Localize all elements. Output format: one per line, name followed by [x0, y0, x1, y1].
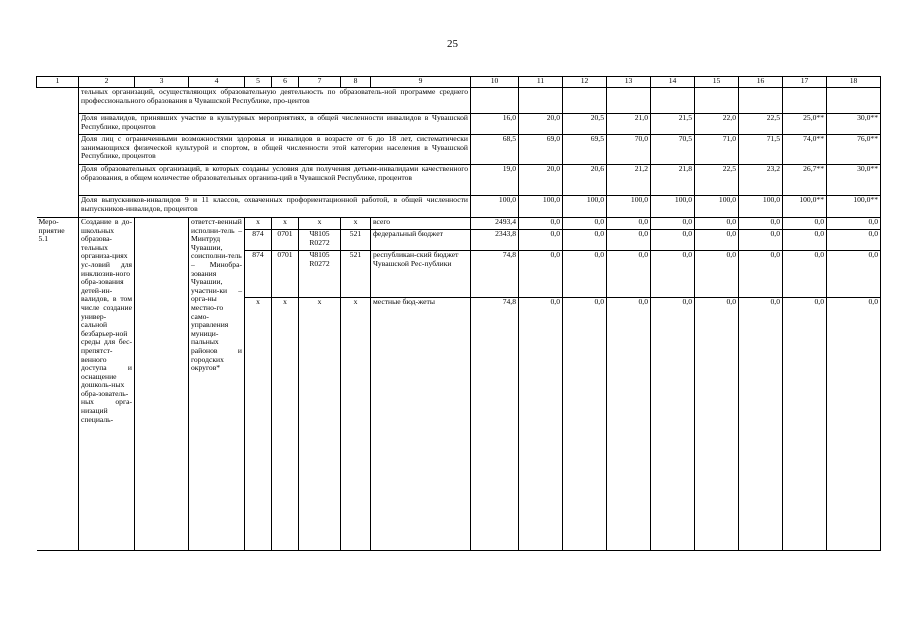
indicator-text: Доля лиц с ограниченными возможностями здоровья и инвалидов в возрасте от 6 до 18 лет, систематически занимающихся физической культурой и спортом, в общей численности этой категории населения в Чувашской Республике, процентов — [79, 135, 471, 165]
indicator-value: 22,5 — [695, 165, 739, 196]
indicator-value: 100,0 — [695, 196, 739, 218]
amount-cell: 0,0 — [783, 230, 827, 251]
indicator-value: 21,5 — [651, 114, 695, 135]
program-table — [36, 76, 881, 551]
header-cell: 11 — [519, 77, 563, 88]
header-cell: 4 — [189, 77, 245, 88]
indicator-value — [607, 88, 651, 114]
code-cell: х — [272, 298, 299, 551]
code-cell: Ч8105 R0272 — [299, 230, 341, 251]
indicator-value: 100,0** — [827, 196, 881, 218]
indicator-row — [37, 196, 881, 218]
indicator-value — [651, 88, 695, 114]
header-cell: 7 — [299, 77, 341, 88]
measure-executor: ответст-венный исполни-тель – Минтруд Чувашии, соисполни-тель – Минобра-зования Чувашии, участни-ки – орга-ны местно-го само-управления муници-пальных районов и городских округов* — [189, 218, 245, 551]
amount-cell: 0,0 — [651, 218, 695, 230]
measure-label: Меро-приятие 5.1 — [37, 218, 79, 551]
code-cell: х — [299, 218, 341, 230]
amount-cell: 0,0 — [783, 218, 827, 230]
indicator-value — [563, 88, 607, 114]
indicator-value: 74,0** — [783, 135, 827, 165]
indicator-value: 100,0 — [739, 196, 783, 218]
indicator-value: 100,0 — [471, 196, 519, 218]
header-cell: 6 — [272, 77, 299, 88]
header-cell: 2 — [79, 77, 135, 88]
header-cell: 8 — [341, 77, 371, 88]
amount-cell: 2343,8 — [471, 230, 519, 251]
amount-cell: 0,0 — [563, 218, 607, 230]
indicator-value: 21,2 — [607, 165, 651, 196]
code-cell: 521 — [341, 230, 371, 251]
amount-cell: 0,0 — [827, 230, 881, 251]
code-cell: х — [272, 218, 299, 230]
indicator-value: 20,5 — [563, 114, 607, 135]
header-cell: 10 — [471, 77, 519, 88]
amount-cell: 0,0 — [563, 230, 607, 251]
amount-cell: 0,0 — [651, 230, 695, 251]
amount-cell: 0,0 — [827, 298, 881, 551]
indicator-value: 100,0 — [607, 196, 651, 218]
source-cell: местные бюд-жеты — [371, 298, 471, 551]
amount-cell: 2493,4 — [471, 218, 519, 230]
indicator-value: 100,0 — [651, 196, 695, 218]
indicator-value — [471, 88, 519, 114]
indicator-value — [783, 88, 827, 114]
source-cell: республикан-ский бюджет Чувашской Рес-публики — [371, 251, 471, 298]
indicator-value: 20,6 — [563, 165, 607, 196]
indicator-value: 25,0** — [783, 114, 827, 135]
source-cell: федеральный бюджет — [371, 230, 471, 251]
header-cell: 1 — [37, 77, 79, 88]
indicator-value: 69,5 — [563, 135, 607, 165]
indicator-value: 21,8 — [651, 165, 695, 196]
code-cell: 521 — [341, 251, 371, 298]
measure-col3 — [135, 218, 189, 551]
indicator-text: Доля образовательных организаций, в которых созданы условия для получения детьми-инвалидами качественного образования, в общем количестве образовательных организа-ций в Чувашской Республике, процентов — [79, 165, 471, 196]
indicator-row — [37, 165, 881, 196]
code-cell: 874 — [245, 230, 272, 251]
financing-row — [37, 218, 881, 230]
indicator-value: 100,0** — [783, 196, 827, 218]
indicator-row — [37, 88, 881, 114]
header-cell: 3 — [135, 77, 189, 88]
amount-cell: 0,0 — [695, 230, 739, 251]
header-row — [37, 77, 881, 88]
indicator-value: 30,0** — [827, 114, 881, 135]
amount-cell: 0,0 — [563, 298, 607, 551]
code-cell: Ч8105 R0272 — [299, 251, 341, 298]
header-cell: 16 — [739, 77, 783, 88]
amount-cell: 0,0 — [607, 251, 651, 298]
header-cell: 15 — [695, 77, 739, 88]
amount-cell: 0,0 — [739, 251, 783, 298]
source-cell: всего — [371, 218, 471, 230]
amount-cell: 0,0 — [607, 230, 651, 251]
indicator-value: 100,0 — [563, 196, 607, 218]
code-cell: 874 — [245, 251, 272, 298]
code-cell: 0701 — [272, 251, 299, 298]
amount-cell: 0,0 — [519, 298, 563, 551]
indicator-value: 76,0** — [827, 135, 881, 165]
amount-cell: 0,0 — [695, 298, 739, 551]
indicator-value — [739, 88, 783, 114]
indicator-text: Доля выпускников-инвалидов 9 и 11 классов, охваченных профориентационной работой, в общей численности выпускников-инвалидов, процентов — [79, 196, 471, 218]
indicator-value: 26,7** — [783, 165, 827, 196]
amount-cell: 0,0 — [607, 218, 651, 230]
measure-name: Создание в до-школьных образова-тельных организа-циях ус-ловий для инклюзив-ного обра-зования детей-ин-валидов, в том числе создание универ-сальной безбарьер-ной среды для бес-препятст-венного доступа и оснащение дошколь-ных обра-зователь-ных орга-низаций специаль- — [79, 218, 135, 551]
amount-cell: 0,0 — [607, 298, 651, 551]
indicator-value: 19,0 — [471, 165, 519, 196]
code-cell: х — [245, 218, 272, 230]
indicator-value — [519, 88, 563, 114]
indicator-value: 21,0 — [607, 114, 651, 135]
indicator-text: тельных организаций, осуществляющих образовательную деятельность по образователь-ной программе среднего профессионального образования в Чувашской Республике, про-центов — [79, 88, 471, 114]
indicator-value: 69,0 — [519, 135, 563, 165]
amount-cell: 0,0 — [651, 298, 695, 551]
amount-cell: 0,0 — [563, 251, 607, 298]
amount-cell: 0,0 — [519, 230, 563, 251]
header-cell: 18 — [827, 77, 881, 88]
code-cell: х — [341, 218, 371, 230]
indicator-row — [37, 135, 881, 165]
amount-cell: 0,0 — [783, 298, 827, 551]
header-cell: 13 — [607, 77, 651, 88]
header-cell: 12 — [563, 77, 607, 88]
amount-cell: 0,0 — [827, 251, 881, 298]
indicator-value: 16,0 — [471, 114, 519, 135]
amount-cell: 0,0 — [783, 251, 827, 298]
header-cell: 17 — [783, 77, 827, 88]
code-cell: х — [299, 298, 341, 551]
header-cell: 5 — [245, 77, 272, 88]
indicator-value: 68,5 — [471, 135, 519, 165]
indicator-value: 22,0 — [695, 114, 739, 135]
indicator-value: 70,5 — [651, 135, 695, 165]
indicator-row — [37, 114, 881, 135]
amount-cell: 0,0 — [519, 218, 563, 230]
code-cell: х — [245, 298, 272, 551]
indicator-value: 71,0 — [695, 135, 739, 165]
indicator-value — [827, 88, 881, 114]
header-cell: 14 — [651, 77, 695, 88]
indicator-value: 23,2 — [739, 165, 783, 196]
header-cell: 9 — [371, 77, 471, 88]
amount-cell: 74,8 — [471, 298, 519, 551]
amount-cell: 0,0 — [739, 230, 783, 251]
indicator-value: 30,0** — [827, 165, 881, 196]
indicator-value: 22,5 — [739, 114, 783, 135]
indicator-value: 20,0 — [519, 165, 563, 196]
amount-cell: 0,0 — [695, 218, 739, 230]
amount-cell: 0,0 — [739, 218, 783, 230]
indicator-value: 20,0 — [519, 114, 563, 135]
amount-cell: 0,0 — [695, 251, 739, 298]
indicator-value: 100,0 — [519, 196, 563, 218]
amount-cell: 0,0 — [651, 251, 695, 298]
indicator-text: Доля инвалидов, принявших участие в культурных мероприятиях, в общей численности инвалидов в Чувашской Республике, процентов — [79, 114, 471, 135]
page-number: 25 — [447, 38, 458, 50]
code-cell: х — [341, 298, 371, 551]
amount-cell: 74,8 — [471, 251, 519, 298]
code-cell: 0701 — [272, 230, 299, 251]
amount-cell: 0,0 — [519, 251, 563, 298]
indicator-value: 70,0 — [607, 135, 651, 165]
amount-cell: 0,0 — [739, 298, 783, 551]
amount-cell: 0,0 — [827, 218, 881, 230]
indicator-value — [695, 88, 739, 114]
indicator-value: 71,5 — [739, 135, 783, 165]
